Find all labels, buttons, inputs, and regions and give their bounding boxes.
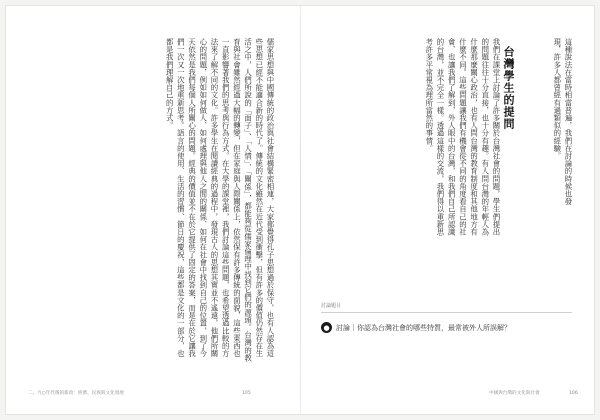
book-spread <box>6 6 594 414</box>
discussion-bullet-icon: ● <box>321 322 332 333</box>
left-running-head: 二、九○年代後的新政：經濟、民族與文化發展 <box>28 391 124 396</box>
right-main-text: 我們在課堂上討論了許多關於台灣社會的問題，學生們提出的問題往往十分直接，也十分有趣。有人問台灣的年輕人為什麼那麼關心政治，也有人問台灣的教育制度和其他地方有什麼不同。這些問題讓我們有機會從不同的角度看自己的社會，也讓我們了解到，外人眼中的台灣，和我們自己所認識的台灣，並不完全一樣。透過這樣的交流，我們得以重新思考許多平常視為理所當然的事情。 <box>424 38 501 236</box>
discussion-label: 討論題目 <box>321 303 342 309</box>
discussion-text: 討論｜你認為台灣社會的哪些特質，最常被外人所誤解？ <box>336 323 511 332</box>
discussion-divider <box>321 312 572 313</box>
right-page <box>301 6 594 414</box>
right-intro-text: 這種說法在當時相當普遍，我們在討論的時候也發現，許多人都曾經有過類似的經驗。 <box>552 38 573 206</box>
section-title: 台灣學生的提問 <box>502 46 515 130</box>
left-body-text: 儒家思想與中國傳統的政治與社會結構緊密相連，大家都覺得孔子思想過於保守，也有人認為這些思想已經不能適合新的時代了。傳統的文化雖然在近代受到衝擊，但有許多的價值仍然存在生活之中，人們所說的「面子」、「人情」、「關係」，都能夠從儒家倫理中找到它們的源頭。台灣的教育與社會雖然經過大幅的轉變，但在家庭與人際關係上，依然保有許多傳統的面貌，這些東西也一直影響著我們的思考與行為方式。在大學的課堂裡，我們討論這些問題，也希望透過比較的方法來了解不同的文化。許多學生在閱讀經典的過程中，發現古人的思想其實並不遙遠，他們所關心的問題，例如如何做人、如何處理與他人之間的關係、如何在社會中找到自己的位置，到了今天依然是我們每個人所關心的問題。經典的價值並不在於它提供了固定的答案，而是在於它讓我們一次又一次地重新思考。語言的使用、生活的習慣、節日的慶祝，這些都是文化的一部分，也都是我們理解自己的方式。 <box>165 38 275 362</box>
discussion-box <box>321 322 571 333</box>
right-running-head: 中國與台灣的文化與社會 <box>489 391 540 396</box>
right-page-number: 106 <box>569 391 578 396</box>
left-page <box>6 6 300 414</box>
left-page-number: 105 <box>242 391 251 396</box>
